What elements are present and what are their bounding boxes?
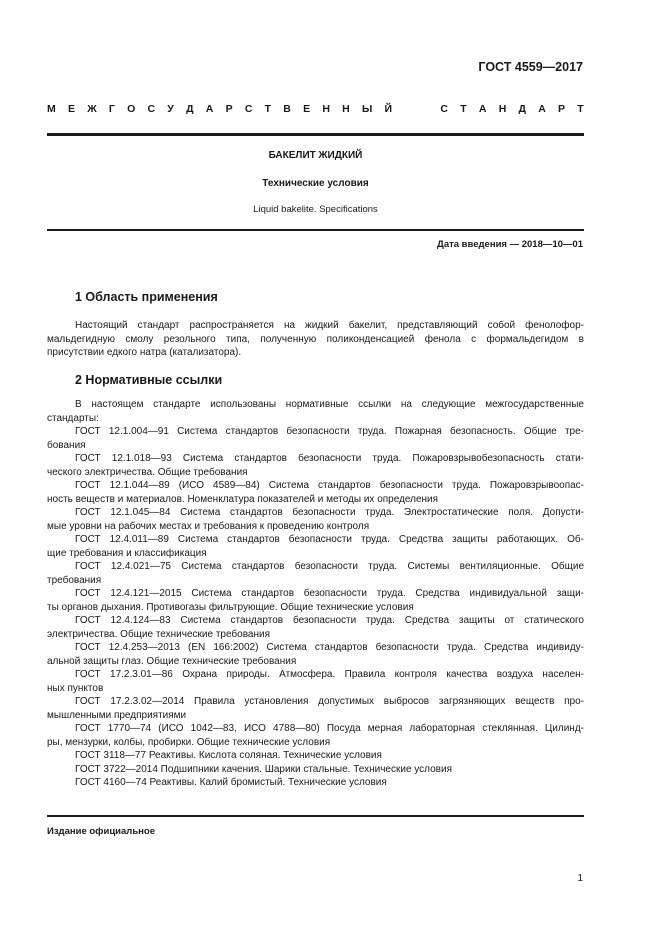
banner-letter: А [478,103,487,115]
banner-letter: Н [342,103,350,115]
banner-letter: Т [460,103,467,115]
text-line: ГОСТ 17.2.3.02—2014 Правила установления допустимых выбросов загрязняющих веществ про- [75,696,584,707]
banner-letter: М [47,103,56,115]
normative-reference [75,763,584,777]
text-line: электричества. Общие технические требования [47,628,270,640]
text-line: присутствии едкого натра (катализатора). [47,347,242,358]
normative-reference [47,506,584,533]
banner-word-gap [404,103,428,115]
section-2-heading: 2 Нормативные ссылки [75,373,223,387]
text-line: ГОСТ 4160—74 Реактивы. Калий бромистый. Технические условия [75,777,387,788]
section-1-body [47,319,584,360]
normative-reference [75,749,584,763]
english-title: Liquid bakelite. Specifications [253,204,378,215]
banner-letter: О [127,103,136,115]
normative-reference [47,668,584,695]
banner-letter: В [283,103,291,115]
text-line: стандарты: [47,412,99,424]
banner-letter: Т [577,103,584,115]
normative-reference [47,425,584,452]
banner-letter: Е [303,103,311,115]
normative-reference [47,641,584,668]
text-line: щие требования и классификация [47,547,207,559]
text-line: ГОСТ 3722—2014 Подшипники качения. Шарики стальные. Технические условия [75,763,452,775]
normative-reference [47,695,584,722]
normative-reference [47,587,584,614]
text-line: Настоящий стандарт распространяется на жидкий бакелит, представляющий собой фенолофор- [75,320,584,331]
normative-reference [47,722,584,749]
banner-letter: Р [558,103,566,115]
text-line: бования [47,439,86,451]
footer-rule [47,815,584,817]
banner-letter: С [147,103,156,115]
banner-letter: Д [518,103,526,115]
text-line: ГОСТ 3118—77 Реактивы. Кислота соляная. Технические условия [75,750,382,761]
text-line: ГОСТ 12.4.253—2013 (EN 166:2002) Система стандартов безопасности труда. Средства индивиду- [75,642,584,653]
banner-letter: У [167,103,174,115]
standard-subtitle: Технические условия [262,178,369,189]
banner-letter: Н [498,103,507,115]
section-1-heading: 1 Область применения [75,290,218,304]
banner-letter: Ы [361,103,373,115]
banner-letter: Й [384,103,392,115]
banner-letter: Г [108,103,115,115]
document-code: ГОСТ 4559—2017 [478,60,583,74]
text-line: ность веществ и материалов. Номенклатура показателей и методы их определения [47,493,439,505]
section-2-body [47,398,584,790]
text-line: ГОСТ 12.1.045—84 Система стандартов безопасности труда. Электростатические поля. Допусти- [75,507,584,518]
page-number: 1 [577,873,583,884]
normative-reference [75,776,584,790]
text-line: ГОСТ 1770—74 (ИСО 1042—83, ИСО 4788—80) Посуда мерная лабораторная стеклянная. Цилинд- [75,723,584,734]
text-line: альной защиты глаз. Общие технические требования [47,655,297,667]
banner-letter: Т [264,103,272,115]
banner-letter: С [440,103,449,115]
banner-letter: А [538,103,546,115]
text-line: ных пунктов [47,682,104,694]
text-line: ты органов дыхания. Противогазы фильтрующие. Общие технические условия [47,601,414,613]
banner-letter: А [205,103,214,115]
text-line: требования [47,574,102,586]
text-line: ческого электричества. Общие требования [47,466,248,478]
text-line: мышленными предприятиями [47,709,187,721]
banner-letter: Д [186,103,194,115]
normative-reference [47,560,584,587]
normative-reference [47,452,584,479]
text-line: ГОСТ 12.1.004—91 Система стандартов безопасности труда. Пожарная безопасность. Общие тре- [75,426,584,437]
header-rule-thick [47,133,584,136]
text-line: ГОСТ 12.1.044—89 (ИСО 4589—84) Система стандартов безопасности труда. Пожаровзрывоопас- [75,480,584,491]
text-line: ГОСТ 12.1.018—93 Система стандартов безопасности труда. Пожаровзрывобезопасность стати- [75,453,584,464]
banner-letter: С [244,103,253,115]
text-line: ГОСТ 12.4.021—75 Система стандартов безопасности труда. Системы вентиляционные. Общие [75,561,584,572]
official-edition-label: Издание официальное [47,826,155,837]
text-line: В настоящем стандарте использованы нормативные ссылки на следующие межгосударственные [75,399,584,410]
text-line: ГОСТ 12.4.011—89 Система стандартов безопасности труда. Средства защиты работающих. Об- [75,534,584,545]
standard-title: БАКЕЛИТ ЖИДКИЙ [268,150,363,161]
text-line: ГОСТ 12.4.124—83 Система стандартов безопасности труда. Средства защиты от статического [75,615,584,626]
normative-reference [47,479,584,506]
banner-letter: Е [67,103,75,115]
normative-reference [47,533,584,560]
normative-reference [47,614,584,641]
banner-letter: Н [322,103,330,115]
text-line: ры, мензурки, колбы, пробирки. Общие технические условия [47,736,331,748]
title-rule-thin [47,229,584,231]
banner-letter: Р [225,103,233,115]
text-line: ГОСТ 17.2.3.01—86 Охрана природы. Атмосфера. Правила контроля качества воздуха населен- [75,669,584,680]
text-line: ГОСТ 12.4.121—2015 Система стандартов безопасности труда. Средства индивидуальной защи- [75,588,584,599]
interstate-standard-banner [47,103,584,115]
text-line: мальдегидную смолу резольного типа, полученную поликонденсацией фенола с формальдегидом в [47,333,584,345]
banner-letter: Ж [87,103,97,115]
introduction-date: Дата введения — 2018—10—01 [437,239,583,250]
text-line: мые уровни на рабочих местах и требования к проведению контроля [47,520,370,532]
